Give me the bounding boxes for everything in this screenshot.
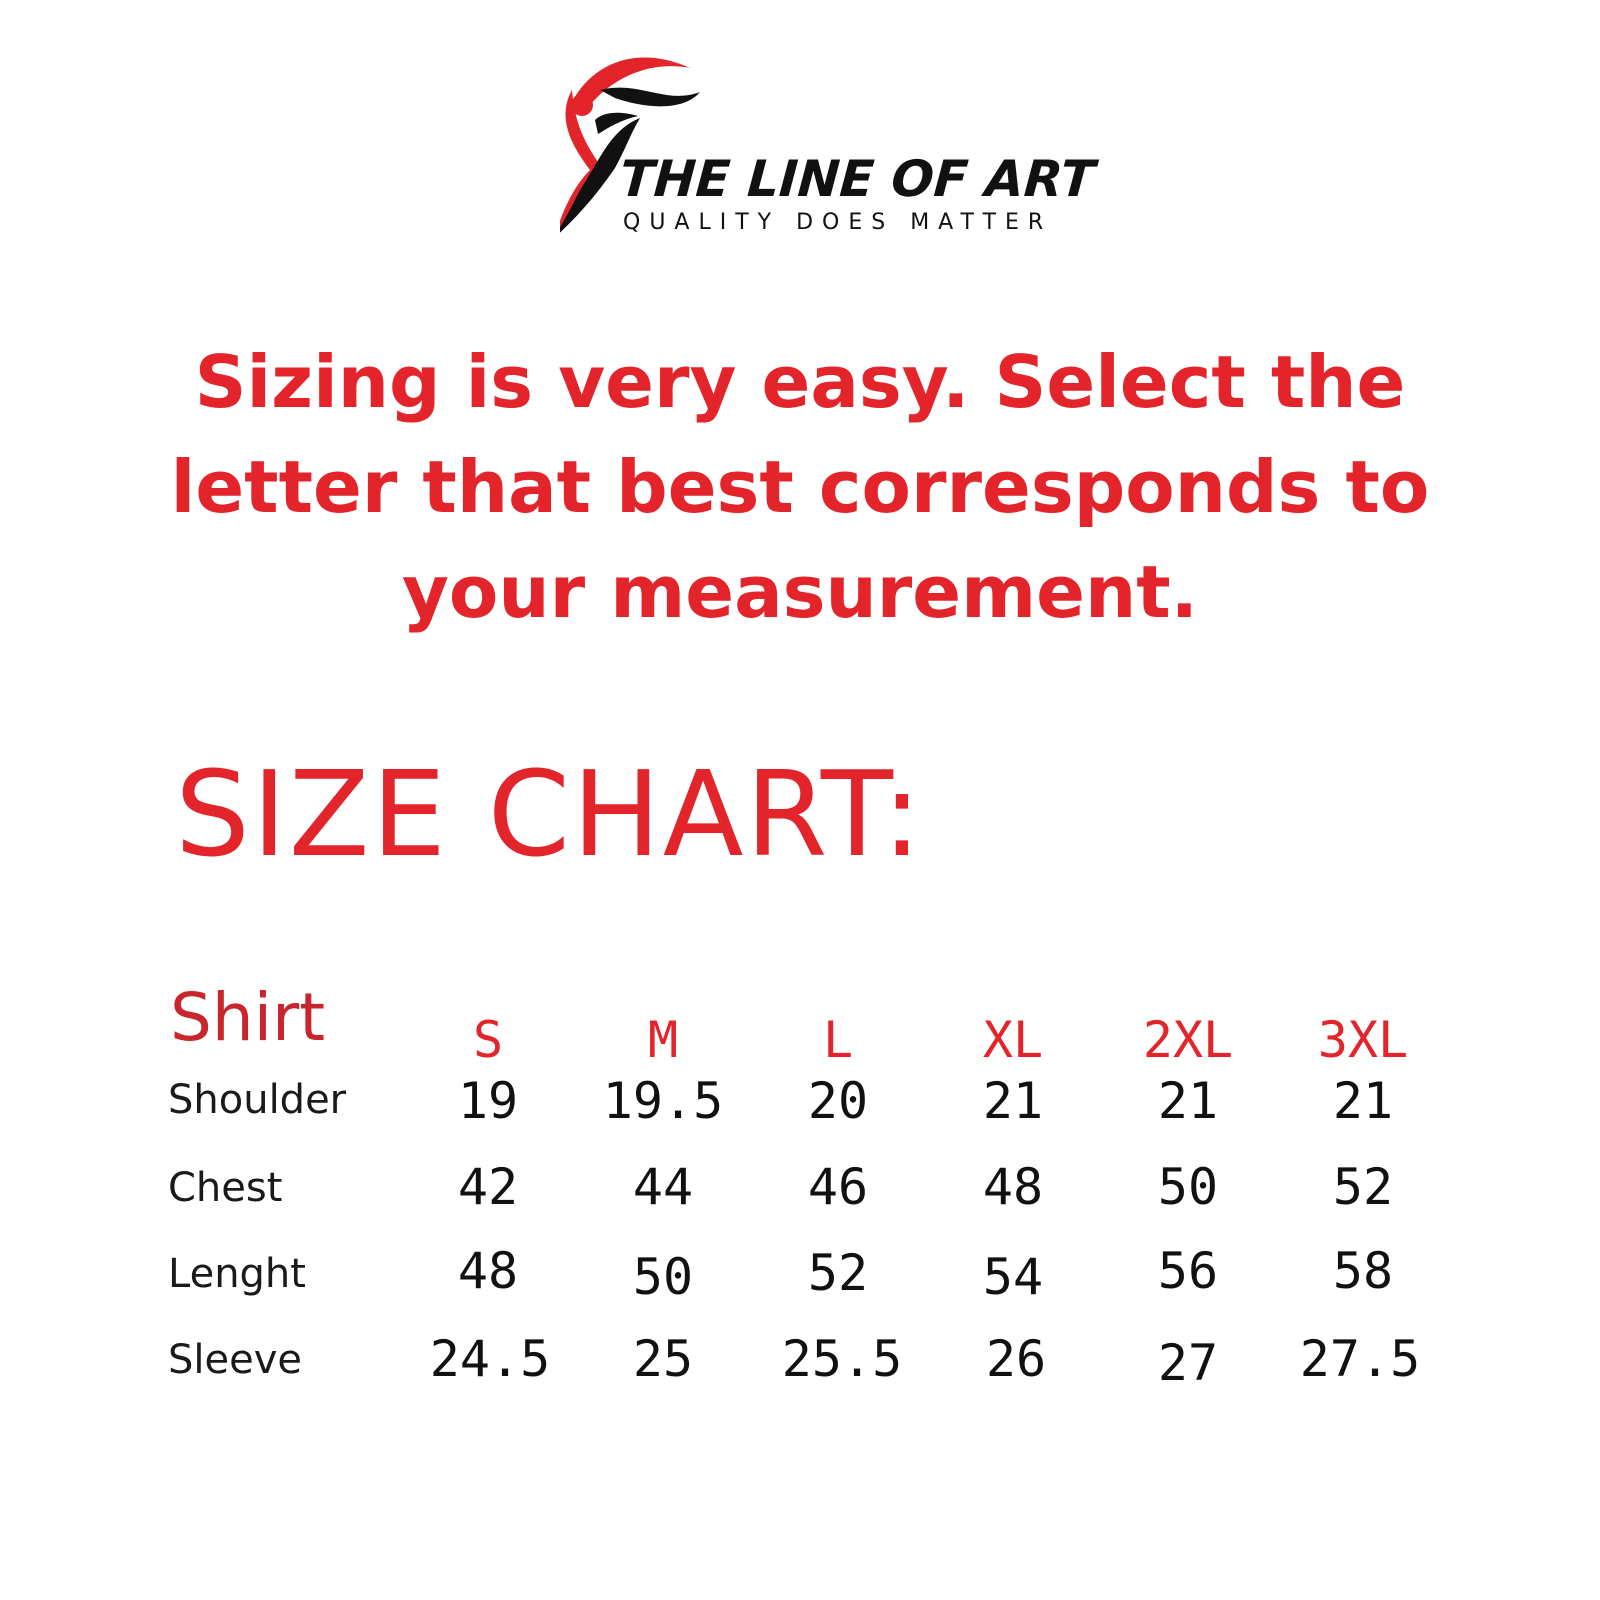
brand-name: THE LINE OF ART xyxy=(617,150,1097,208)
row-label: Shoulder xyxy=(168,1077,347,1123)
row-label: Lenght xyxy=(168,1251,306,1297)
row-label: Sleeve xyxy=(168,1337,303,1383)
table-cell: 21 xyxy=(982,1072,1044,1130)
table-cell: 52 xyxy=(807,1244,869,1302)
size-header: XL xyxy=(982,1011,1044,1069)
table-cell: 56 xyxy=(1157,1242,1219,1300)
table-cell: 24.5 xyxy=(429,1330,551,1388)
intro-line: your measurement. xyxy=(401,550,1198,634)
table-cell: 50 xyxy=(1157,1158,1219,1216)
size-chart-title: SIZE CHART: xyxy=(175,745,924,883)
table-corner-label: Shirt xyxy=(170,979,326,1056)
table-cell: 46 xyxy=(807,1158,869,1216)
table-cell: 52 xyxy=(1332,1158,1394,1216)
table-cell: 44 xyxy=(632,1158,694,1216)
table-cell: 26 xyxy=(985,1330,1047,1388)
table-cell: 42 xyxy=(457,1158,519,1216)
table-cell: 19 xyxy=(457,1072,519,1130)
table-cell: 58 xyxy=(1332,1242,1394,1300)
table-cell: 27 xyxy=(1157,1334,1219,1392)
table-cell: 25.5 xyxy=(781,1330,903,1388)
row-label: Chest xyxy=(168,1165,283,1211)
size-header: M xyxy=(647,1011,679,1069)
table-cell: 21 xyxy=(1157,1072,1219,1130)
size-header: 3XL xyxy=(1317,1011,1409,1069)
intro-line: letter that best corresponds to xyxy=(170,445,1430,529)
intro-text xyxy=(100,330,1500,645)
intro-line: Sizing is very easy. Select the xyxy=(194,340,1406,424)
table-cell: 48 xyxy=(457,1242,519,1300)
table-cell: 21 xyxy=(1332,1072,1394,1130)
size-header: 2XL xyxy=(1142,1011,1234,1069)
table-cell: 27.5 xyxy=(1299,1330,1421,1388)
table-cell: 50 xyxy=(632,1248,694,1306)
table-cell: 48 xyxy=(982,1158,1044,1216)
table-cell: 20 xyxy=(807,1072,869,1130)
table-cell: 25 xyxy=(632,1330,694,1388)
size-header: S xyxy=(472,1011,504,1069)
table-cell: 54 xyxy=(982,1248,1044,1306)
table-cell: 19.5 xyxy=(602,1072,724,1130)
brand-tagline: QUALITY DOES MATTER xyxy=(623,210,1053,235)
size-header: L xyxy=(822,1011,854,1069)
